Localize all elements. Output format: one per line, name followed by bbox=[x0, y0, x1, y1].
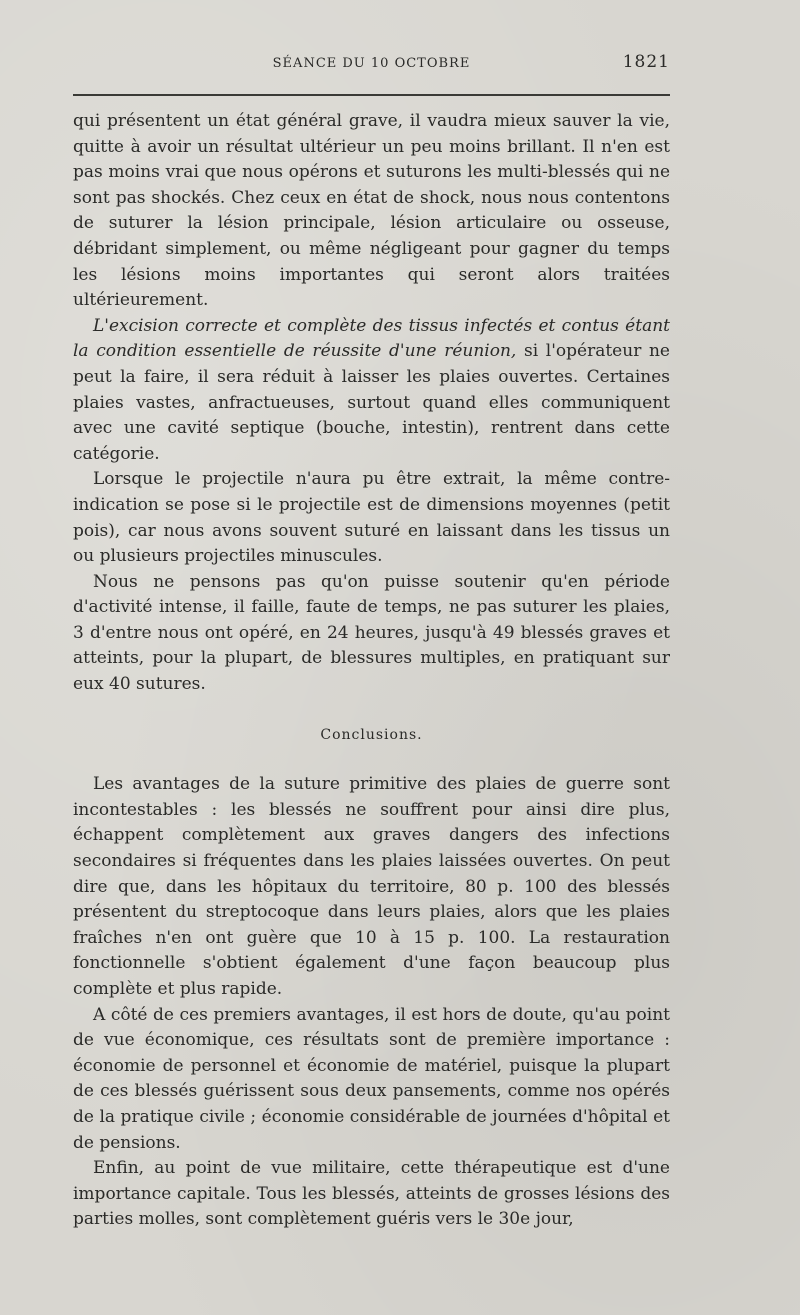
paragraph: A côté de ces premiers avantages, il est hors de doute, qu'au point de vue économique, ces résultats sont de première importance : économie de personnel et économie de matériel, puisque la plupart de ces blessés guérissent sous deux pansements, comme nos opérés de la pratique civile ; économie considérable de journées d'hôpital et de pensions. bbox=[73, 1004, 670, 1153]
paragraph: Enfin, au point de vue militaire, cette thérapeutique est d'une importance capitale. Tous les blessés, atteints de grosses lésions des parties molles, sont complètement guéris vers le 30e jour, bbox=[73, 1158, 670, 1230]
body-text bbox=[73, 109, 670, 1233]
header-rule bbox=[73, 94, 670, 96]
paragraph-continuation: si l'opérateur ne peut la faire, il sera réduit à laisser les plaies ouvertes. Certaines plaies vastes, anfractueuses, surtout quand elles communiquent avec une cavité septique (bouche, intestin), rentrent dans cette catégorie. bbox=[73, 341, 670, 464]
section-heading: Conclusions. bbox=[320, 726, 423, 743]
paragraph: Nous ne pensons pas qu'on puisse soutenir qu'en période d'activité intense, il faille, faute de temps, ne pas suturer les plaies, 3 d'entre nous ont opéré, en 24 heures, jusqu'à 49 blessés graves et atteints, pour la plupart, de blessures multiples, en pratiquant sur eux 40 sutures. bbox=[73, 571, 670, 695]
page-number: 1821 bbox=[622, 52, 670, 72]
paragraph bbox=[73, 314, 670, 468]
paragraph: Les avantages de la suture primitive des plaies de guerre sont incontestables : les blessés ne souffrent pour ainsi dire plus, échappent complètement aux graves dangers des infections secondaires si fréquentes dans les plaies laissées ouvertes. On peut dire que, dans les hôpitaux du territoire, 80 p. 100 des blessés présentent du streptocoque dans leurs plaies, alors que les plaies fraîches n'en ont guère que 10 à 15 p. 100. La restauration fonctionnelle s'obtient également d'une façon beaucoup plus complète et plus rapide. bbox=[73, 774, 670, 999]
paragraph: qui présentent un état général grave, il vaudra mieux sauver la vie, quitte à avoir un résultat ultérieur un peu moins brillant. Il n'en est pas moins vrai que nous opérons et suturons les multi-blessés qui ne sont pas shockés. Chez ceux en état de shock, nous nous contentons de suturer la lésion principale, lésion articulaire ou osseuse, débridant simplement, ou même négligeant pour gagner du temps les lésions moins importantes qui seront alors traitées ultérieurement. bbox=[73, 111, 670, 311]
running-header bbox=[73, 52, 670, 78]
header-title: SÉANCE DU 10 OCTOBRE bbox=[272, 56, 471, 71]
paragraph: Lorsque le projectile n'aura pu être extrait, la même contre-indication se pose si le projectile est de dimensions moyennes (petit pois), car nous avons souvent suturé en laissant dans les tissus un ou plusieurs projectiles minuscules. bbox=[73, 469, 670, 567]
italic-phrase: L'excision correcte et complète des tissus infectés et contus étant la condition essentielle de réussite d'une réunion, bbox=[73, 315, 670, 362]
